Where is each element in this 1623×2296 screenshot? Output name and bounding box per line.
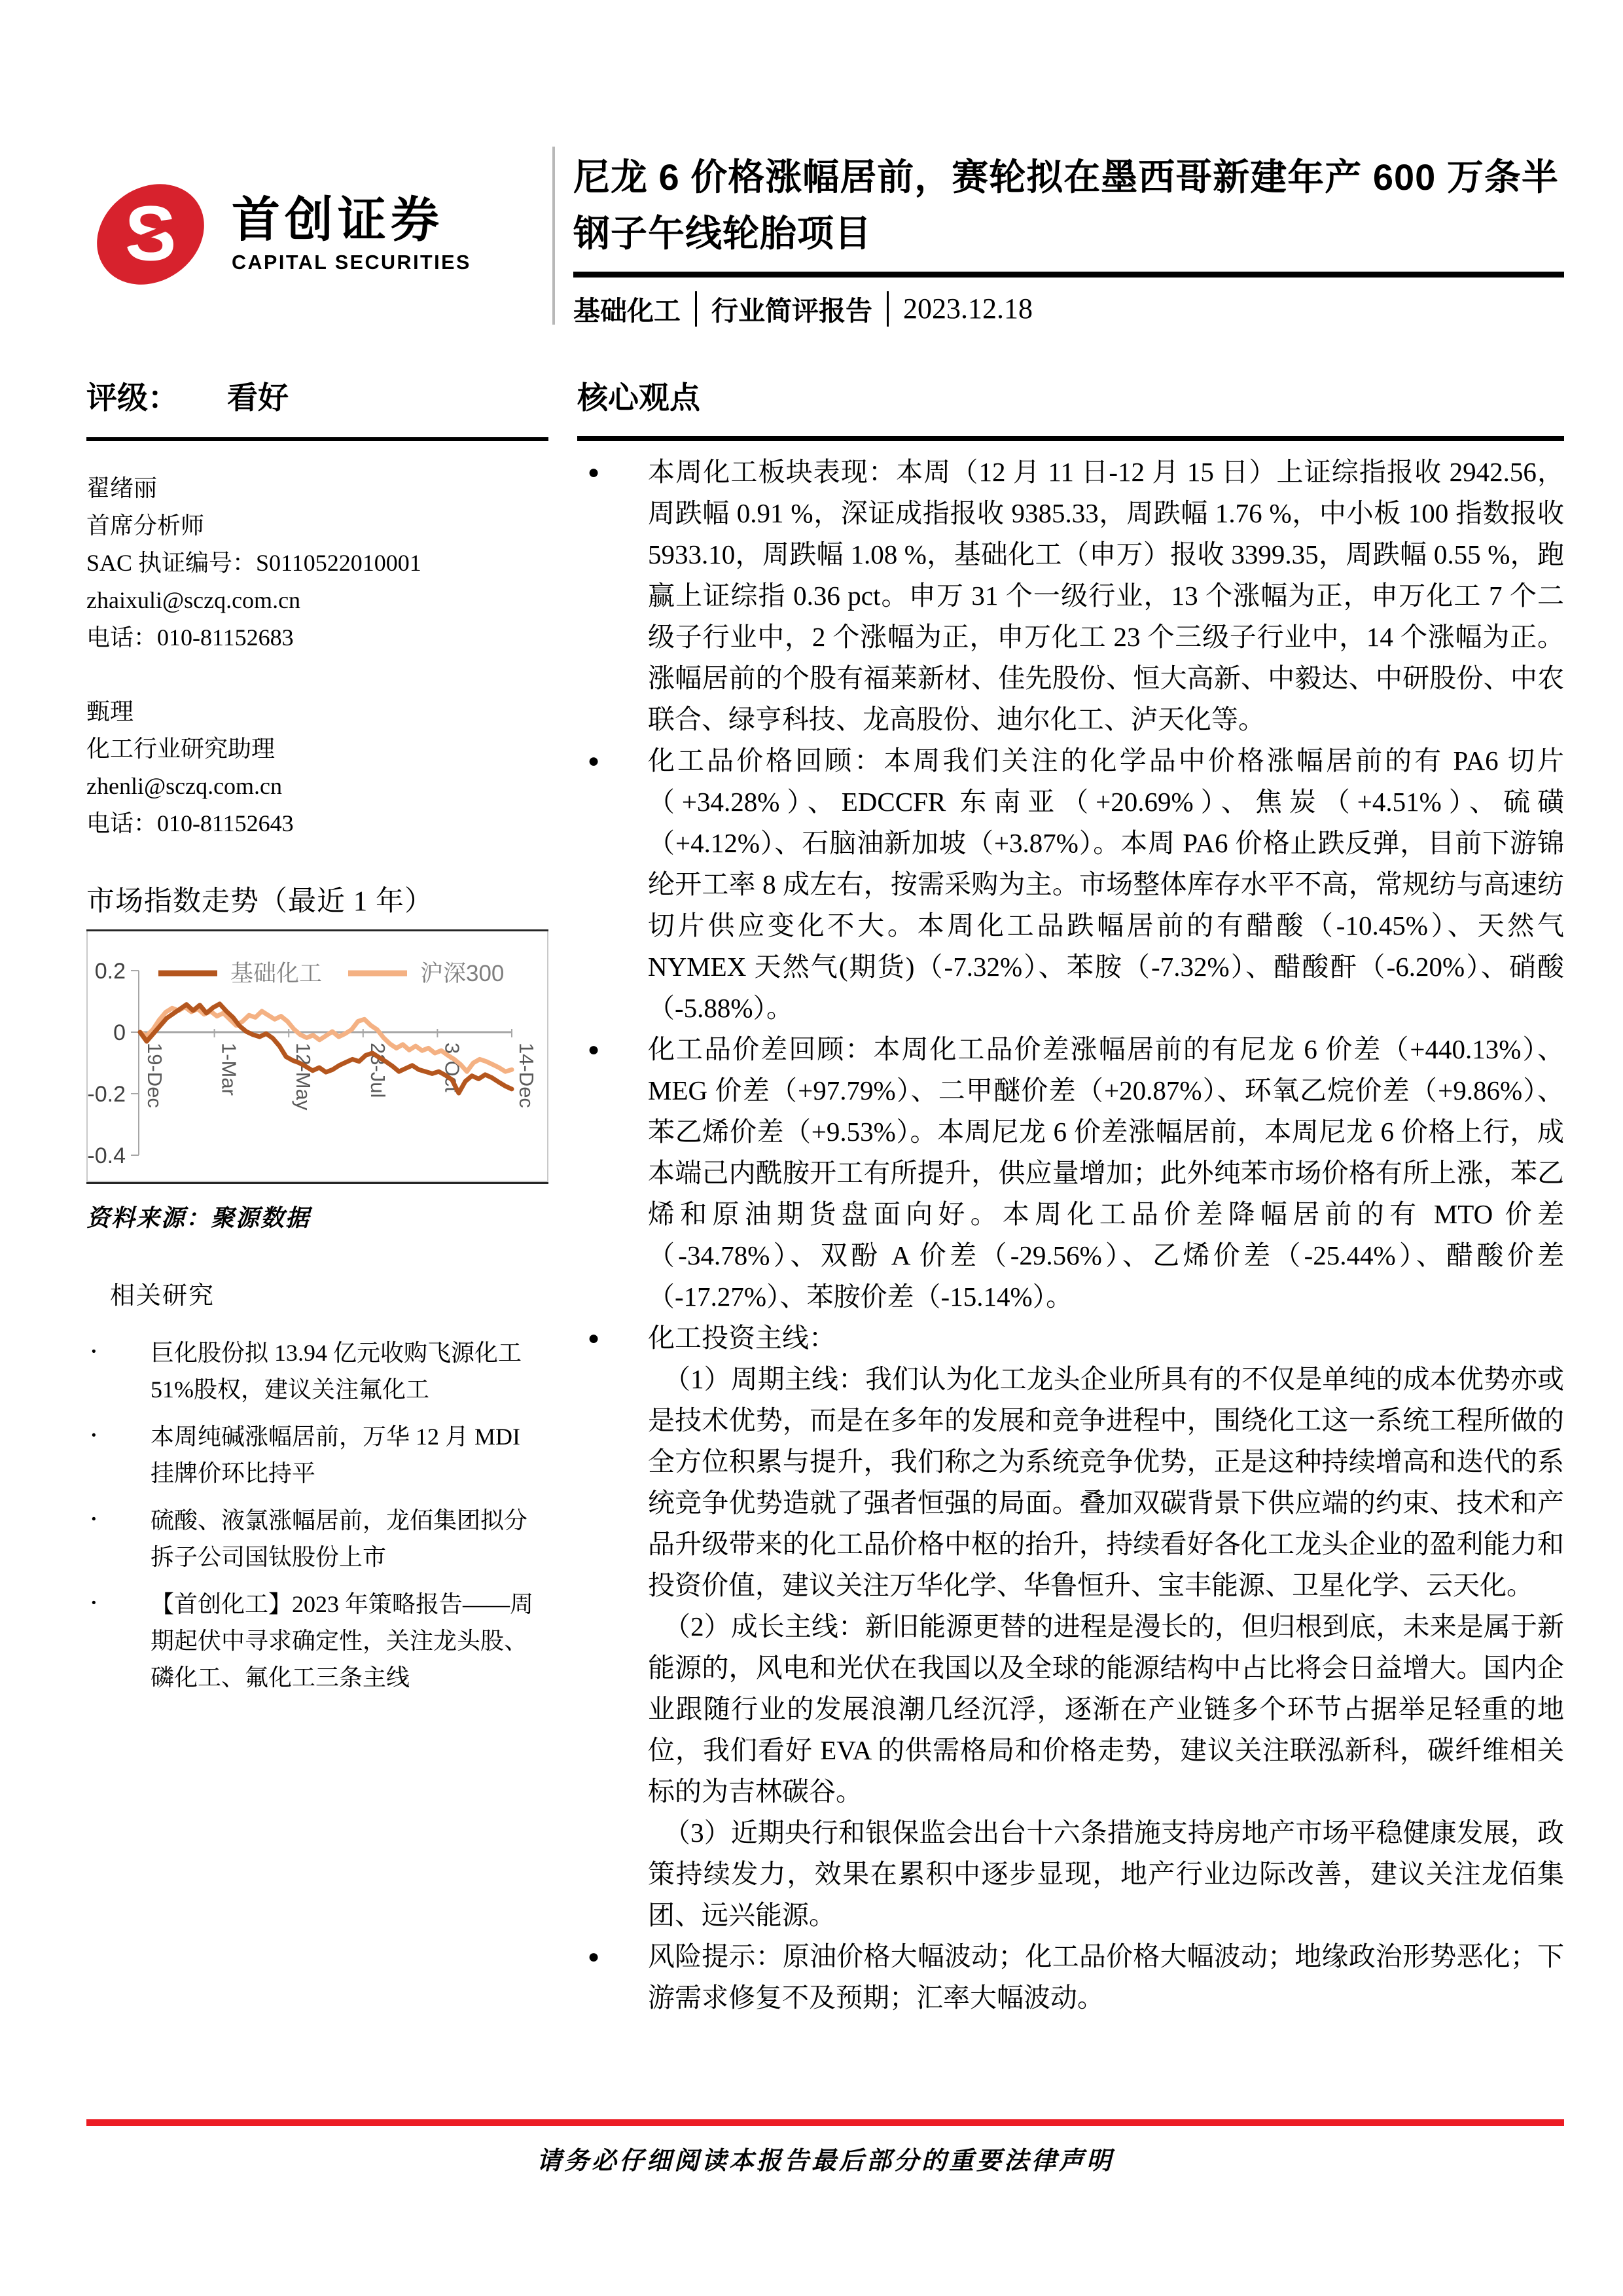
bullet-subparagraph: （3）近期央行和银保监会出台十六条措施支持房地产市场平稳健康发展，政策持续发力，效果在累积中逐步显现，地产行业边际改善，建议关注龙佰集团、远兴能源。 — [648, 1818, 1564, 1931]
market-index-chart — [86, 931, 548, 1182]
brand-text — [232, 194, 471, 275]
sidebar-rule — [86, 437, 548, 441]
core-view-bullet — [577, 452, 1564, 740]
rating-row — [86, 374, 548, 418]
bullet-circle-icon: ● — [588, 750, 600, 772]
related-research-title: 相关研究 — [110, 1282, 215, 1310]
svg-text:23-Jul: 23-Jul — [366, 1043, 389, 1098]
related-research-item — [86, 1586, 548, 1696]
report-meta — [573, 289, 1564, 328]
related-research-item — [86, 1418, 548, 1492]
bullet-text: 化工品价格回顾：本周我们关注的化学品中价格涨幅居前的有 PA6 切片（+34.28%）、EDCCFR 东南亚（+20.69%）、焦炭（+4.51%）、硫磺（+4.12%）、石脑油新加坡（+3.87%）。本周 PA6 价格止跌反弹，目前下游锦纶开工率 8 成左右，按需采购为主。市场整体库存水平不高，常规纺与高速纺切片供应变化不大。本周化工品跌幅居前的有醋酸（-10.45%）、天然气 NYMEX 天然气(期货)（-7.32%）、苯胺（-7.32%）、醋酸酐（-6.20%）、硝酸（-5.88%）。 — [648, 745, 1564, 1024]
bullet-subparagraph: （1）周期主线：我们认为化工龙头企业所具有的不仅是单纯的成本优势亦或是技术优势，而是在多年的发展和竞争进程中，围绕化工这一系统工程所做的全方位积累与提升，我们称之为系统竞争优势，正是这种持续增高和迭代的系统竞争优势造就了强者恒强的局面。叠加双碳背景下供应端的约束、技术和产品升级带来的化工品价格中枢的抬升，持续看好各化工龙头企业的盈利能力和投资价值，建议关注万华化学、华鲁恒升、宝丰能源、卫星化学、云天化。 — [648, 1364, 1564, 1601]
brand-logo — [86, 149, 552, 296]
title-rule — [573, 272, 1564, 278]
core-view-bullet — [577, 740, 1564, 1029]
page-footer — [86, 2119, 1564, 2176]
svg-text:12-May: 12-May — [292, 1043, 315, 1111]
bullet-dot-icon: · — [89, 1503, 99, 1535]
analyst-block — [86, 693, 548, 842]
chart-bottom-rule — [86, 1182, 548, 1184]
chart-title: 市场指数走势（最近 1 年） — [86, 886, 433, 918]
svg-text:基础化工: 基础化工 — [230, 961, 323, 987]
footer-red-rule — [86, 2119, 1564, 2126]
footer-disclaimer: 请务必仔细阅读本报告最后部分的重要法律声明 — [536, 2147, 1114, 2175]
bullet-circle-icon: ● — [588, 1039, 600, 1061]
meta-separator — [695, 291, 697, 327]
report-header — [86, 0, 1564, 328]
svg-text:-0.2: -0.2 — [88, 1082, 126, 1107]
related-research-text: 硫酸、液氯涨幅居前，龙佰集团拟分拆子公司国钛股份上市 — [151, 1507, 528, 1571]
meta-separator — [887, 291, 889, 327]
core-view-bullets — [577, 452, 1564, 2018]
analyst-line: 电话：010-81152683 — [86, 624, 294, 651]
analyst-line: 首席分析师 — [86, 512, 205, 539]
svg-text:-0.4: -0.4 — [88, 1143, 126, 1169]
analyst-line: 甄理 — [86, 698, 134, 725]
page-title: 尼龙 6 价格涨幅居前，赛轮拟在墨西哥新建年产 600 万条半钢子午线轮胎项目 — [573, 156, 1559, 254]
rating-value: 看好 — [227, 380, 289, 416]
capital-securities-logo-icon — [86, 173, 215, 296]
svg-text:0: 0 — [113, 1020, 126, 1046]
bullet-circle-icon: ● — [588, 1327, 600, 1350]
related-research-list — [86, 1335, 548, 1696]
bullet-text: 本周化工板块表现：本周（12 月 11 日-12 月 15 日）上证综指报收 2942.56，周跌幅 0.91 %，深证成指报收 9385.33，周跌幅 1.76 %，中小板 100 指数报收 5933.10，周跌幅 1.08 %，基础化工（申万）报收 3399.35，周跌幅 0.55 %，跑赢上证综指 0.36 pct。申万 31 个一级行业，13 个涨幅为正，申万化工 7 个二级子行业中，2 个涨幅为正，申万化工 23 个三级子行业中，14 个涨幅为正。涨幅居前的个股有福莱新材、佳先股份、恒大高新、中毅达、中研股份、中农联合、绿亨科技、龙高股份、迪尔化工、泸天化等。 — [648, 457, 1564, 735]
chart-source: 资料来源：聚源数据 — [86, 1205, 311, 1232]
sidebar — [86, 374, 548, 2018]
analyst-line: SAC 执证编号：S0110522010001 — [86, 550, 421, 577]
svg-text:19-Dec: 19-Dec — [143, 1043, 166, 1109]
title-block — [555, 149, 1564, 328]
meta-report-type: 行业简评报告 — [711, 296, 872, 327]
related-research-text: 巨化股份拟 13.94 亿元收购飞源化工 51%股权，建议关注氟化工 — [151, 1340, 522, 1403]
analyst-line: 化工行业研究助理 — [86, 736, 276, 762]
svg-text:沪深300: 沪深300 — [420, 961, 505, 987]
bullet-text: 化工投资主线： — [648, 1323, 836, 1354]
bullet-text: 风险提示：原油价格大幅波动；化工品价格大幅波动；地缘政治形势恶化；下游需求修复不及预期；汇率大幅波动。 — [648, 1941, 1564, 2013]
analyst-line: 翟绪丽 — [86, 475, 158, 502]
analyst-block — [86, 470, 548, 656]
bullet-text: 化工品价差回顾：本周化工品价差涨幅居前的有尼龙 6 价差（+440.13%）、MEG 价差（+97.79%）、二甲醚价差（+20.87%）、环氧乙烷价差（+9.86%）、苯乙烯价差（+9.53%）。本周尼龙 6 价差涨幅居前，本周尼龙 6 价格上行，成本端己内酰胺开工有所提升，供应量增加；此外纯苯市场价格有所上涨，苯乙烯和原油期货盘面向好。本周化工品价差降幅居前的有 MTO 价差（-34.78%）、双酚 A 价差（-29.56%）、乙烯价差（-25.44%）、醋酸价差（-17.27%）、苯胺价差（-15.14%）。 — [648, 1034, 1564, 1312]
core-view-rule — [577, 436, 1564, 441]
bullet-circle-icon: ● — [588, 461, 600, 484]
main-content — [577, 374, 1564, 2018]
svg-text:S: S — [124, 190, 177, 278]
meta-industry: 基础化工 — [573, 296, 681, 327]
core-view-bullet — [577, 1318, 1564, 1936]
bullet-dot-icon: · — [89, 1419, 99, 1452]
related-research-item — [86, 1335, 548, 1408]
related-research-text: 本周纯碱涨幅居前，万华 12 月 MDI 挂牌价环比持平 — [151, 1424, 520, 1487]
brand-name-en: CAPITAL SECURITIES — [232, 251, 471, 274]
core-view-bullet — [577, 1936, 1564, 2018]
meta-date: 2023.12.18 — [903, 293, 1033, 325]
svg-text:0.2: 0.2 — [94, 959, 126, 984]
related-research — [86, 1275, 548, 1696]
analyst-line: 电话：010-81152643 — [86, 810, 294, 837]
svg-text:1-Mar: 1-Mar — [217, 1043, 241, 1096]
line-chart — [88, 941, 547, 1177]
brand-name-cn: 首创证券 — [232, 192, 444, 247]
bullet-dot-icon: · — [89, 1335, 99, 1368]
analyst-line: zhaixuli@sczq.com.cn — [86, 587, 301, 614]
bullet-circle-icon: ● — [588, 1946, 600, 1968]
rating-label: 评级： — [86, 380, 179, 416]
core-view-heading: 核心观点 — [577, 380, 700, 416]
bullet-dot-icon: · — [89, 1587, 99, 1619]
core-view-bullet — [577, 1029, 1564, 1318]
related-research-item — [86, 1502, 548, 1575]
analyst-line: zhenli@sczq.com.cn — [86, 773, 283, 800]
bullet-subparagraph: （2）成长主线：新旧能源更替的进程是漫长的，但归根到底，未来是属于新能源的，风电和光伏在我国以及全球的能源结构中占比将会日益增大。国内企业跟随行业的发展浪潮几经沉浮，逐渐在产业链多个环节占据举足轻重的地位，我们看好 EVA 的供需格局和价格走势，建议关注联泓新科，碳纤维相关标的为吉林碳谷。 — [648, 1611, 1564, 1807]
analyst-info — [86, 470, 548, 842]
svg-text:3-Oct: 3-Oct — [440, 1043, 464, 1093]
market-trend-svg — [88, 941, 542, 1174]
related-research-text: 【首创化工】2023 年策略报告——周期起伏中寻求确定性，关注龙头股、磷化工、氟化工三条主线 — [151, 1591, 534, 1691]
svg-text:14-Dec: 14-Dec — [515, 1043, 538, 1109]
